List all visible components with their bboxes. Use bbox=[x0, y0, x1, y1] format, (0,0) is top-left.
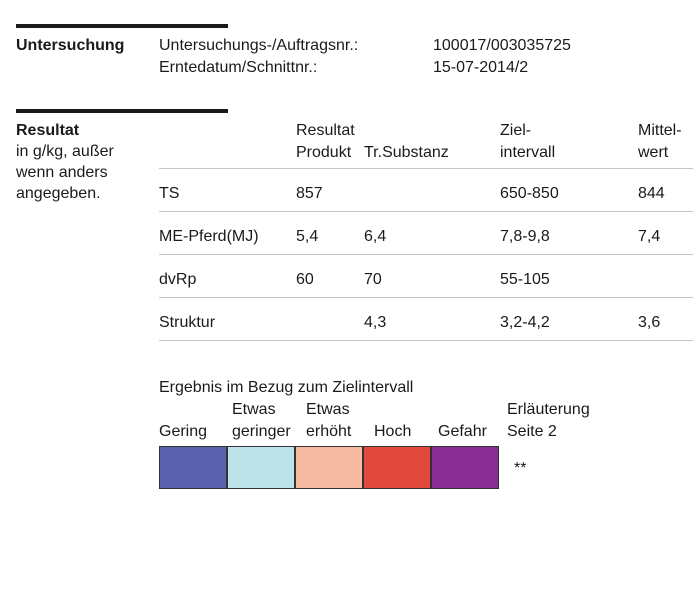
table-divider bbox=[159, 211, 693, 212]
erntedatum-value: 15-07-2014/2 bbox=[433, 59, 529, 76]
resultat-heading: Resultat bbox=[16, 122, 80, 139]
row-ts-name: TS bbox=[159, 185, 180, 202]
row-ts-produkt: 857 bbox=[296, 185, 323, 202]
row-struktur-name: Struktur bbox=[159, 314, 216, 331]
untersuchung-heading: Untersuchung bbox=[16, 37, 125, 54]
table-divider bbox=[159, 297, 693, 298]
legend-erlaeuterung-line1: Erläuterung bbox=[507, 401, 590, 418]
legend-title: Ergebnis im Bezug zum Zielintervall bbox=[159, 379, 414, 396]
row-me-pferd-mittel: 7,4 bbox=[638, 228, 661, 245]
legend-erlaeuterung-line2: Seite 2 bbox=[507, 423, 557, 440]
row-dvrp-ziel: 55-105 bbox=[500, 271, 550, 288]
column-header-resultat: Resultat bbox=[296, 122, 355, 139]
table-divider bbox=[159, 168, 693, 169]
column-header-intervall: intervall bbox=[500, 144, 556, 161]
legend-swatch-gering bbox=[159, 446, 227, 489]
resultat-note-line-2: wenn anders bbox=[16, 164, 108, 181]
legend-label-gering: Gering bbox=[159, 423, 208, 440]
column-header-ziel: Ziel- bbox=[500, 122, 532, 139]
legend-label-etwas-geringer-line1: Etwas bbox=[232, 401, 276, 418]
legend-label-gefahr: Gefahr bbox=[438, 423, 487, 440]
row-struktur-tr: 4,3 bbox=[364, 314, 387, 331]
auftragsnr-value: 100017/003035725 bbox=[433, 37, 571, 54]
row-dvrp-tr: 70 bbox=[364, 271, 382, 288]
row-ts-ziel: 650-850 bbox=[500, 185, 559, 202]
row-struktur-mittel: 3,6 bbox=[638, 314, 661, 331]
column-header-mittel: Mittel- bbox=[638, 122, 682, 139]
row-ts-mittel: 844 bbox=[638, 185, 665, 202]
legend-label-etwas-erhoeht-line1: Etwas bbox=[306, 401, 350, 418]
row-dvrp-produkt: 60 bbox=[296, 271, 314, 288]
legend-label-hoch: Hoch bbox=[374, 423, 412, 440]
column-header-tr-substanz: Tr.Substanz bbox=[364, 144, 449, 161]
table-divider bbox=[159, 340, 693, 341]
legend-marker: ** bbox=[514, 460, 527, 477]
row-me-pferd-name: ME-Pferd(MJ) bbox=[159, 228, 259, 245]
legend-swatch-etwas-erhoeht bbox=[295, 446, 363, 489]
legend-swatch-gefahr bbox=[431, 446, 499, 489]
legend-swatch-etwas-geringer bbox=[227, 446, 295, 489]
row-struktur-ziel: 3,2-4,2 bbox=[500, 314, 550, 331]
column-header-wert: wert bbox=[638, 144, 669, 161]
section-rule-untersuchung bbox=[16, 24, 228, 28]
row-me-pferd-ziel: 7,8-9,8 bbox=[500, 228, 550, 245]
legend-swatch-hoch bbox=[363, 446, 431, 489]
table-divider bbox=[159, 254, 693, 255]
section-rule-resultat bbox=[16, 109, 228, 113]
column-header-produkt: Produkt bbox=[296, 144, 352, 161]
legend-label-etwas-geringer-line2: geringer bbox=[232, 423, 291, 440]
resultat-note-line-3: angegeben. bbox=[16, 185, 101, 202]
resultat-note-line-1: in g/kg, außer bbox=[16, 143, 114, 160]
legend-label-etwas-erhoeht-line2: erhöht bbox=[306, 423, 352, 440]
auftragsnr-label: Untersuchungs-/Auftragsnr.: bbox=[159, 37, 359, 54]
row-me-pferd-produkt: 5,4 bbox=[296, 228, 319, 245]
row-dvrp-name: dvRp bbox=[159, 271, 197, 288]
row-me-pferd-tr: 6,4 bbox=[364, 228, 387, 245]
erntedatum-label: Erntedatum/Schnittnr.: bbox=[159, 59, 318, 76]
